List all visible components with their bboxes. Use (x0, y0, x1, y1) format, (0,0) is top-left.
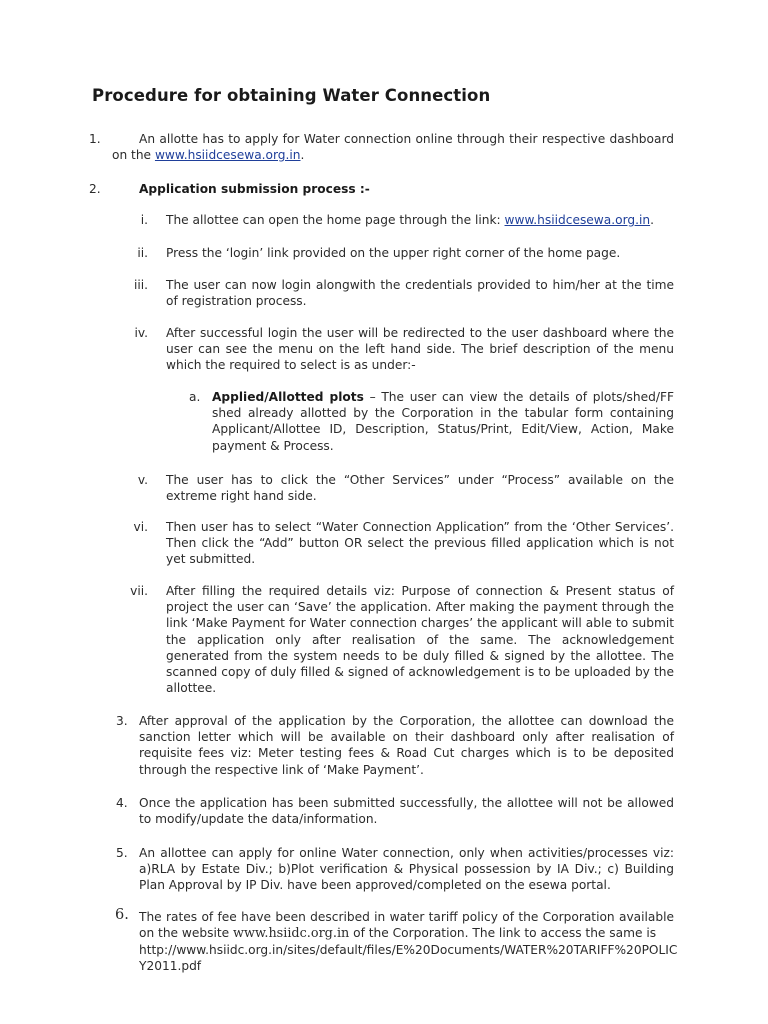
applied-allotted-plots-term: Applied/Allotted plots (212, 390, 364, 404)
subitem-vi-number: vi. (133, 520, 148, 534)
item-6-text (139, 909, 674, 942)
subitem-vii-text: After filling the required details viz: Purpose of connection & Present status of project the user can ‘Save’ the application. After making the payment through the link ‘Make Payment for Water connection charges’ the applicant will able to submit the application only after realisation of the same. The acknowledgement generated from the system needs to be duly filled & signed by the allottee. The scanned copy of duly filled & signed of acknowledgement is to be uploaded by the allottee. (166, 584, 674, 696)
item-4-text: Once the application has been submitted successfully, the allottee will not be allowed to modify/update the data/information. (139, 796, 674, 827)
home-page-link[interactable]: www.hsiidcesewa.org.in (504, 213, 651, 227)
subitem-iii-text: The user can now login alongwith the credentials provided to him/her at the time of registration process. (166, 278, 674, 309)
document-title: Procedure for obtaining Water Connection (92, 86, 491, 105)
application-submission-heading: Application submission process :- (139, 182, 370, 196)
subitem-i-text (166, 212, 674, 228)
item-3-number: 3. (116, 714, 128, 728)
item-6-text-pre: The rates of fee have been described in water tariff policy of the Corporation available on the website (139, 910, 674, 941)
item-1-text-post: . (300, 148, 305, 163)
item-2-number: 2. (89, 182, 101, 196)
subitem-v-text: The user has to click the “Other Services” under “Process” available on the extreme right hand side. (166, 473, 674, 504)
water-tariff-policy-url: http://www.hsiidc.org.in/sites/default/files/E%20Documents/WATER%20TARIFF%20POLICY2011.pdf (139, 943, 678, 974)
subitem-i-pre: The allottee can open the home page through the link: (166, 213, 505, 227)
item-6-text-post: of the Corporation. The link to access the same is (349, 926, 657, 941)
subitem-ii-text: Press the ‘login’ link provided on the upper right corner of the home page. (166, 246, 621, 260)
subitem-a-text (212, 389, 674, 454)
item-5-text: An allottee can apply for online Water connection, only when activities/processes viz: a)RLA by Estate Div.; b)Plot verification & Physical possession by IA Div.; c) Building Plan Approval by IP Div. have been approved/completed on the esewa portal. (139, 846, 674, 893)
subitem-v-number: v. (137, 473, 148, 487)
item-4-number: 4. (116, 796, 128, 810)
subitem-i-post: . (650, 213, 654, 227)
subitem-iv-text: After successful login the user will be redirected to the user dashboard where the user can see the menu on the left hand side. The brief description of the menu which the required to select is as under:- (166, 326, 674, 373)
subitem-a-description: – The user can view the details of plots/shed/FF shed already allotted by the Corporation in the tabular form containing Applicant/Allottee ID, Description, Status/Print, Edit/View, Action, Make payment & Process. (212, 390, 674, 453)
subitem-vii-number: vii. (130, 584, 148, 598)
item-3-text: After approval of the application by the Corporation, the allottee can download the sanction letter which will be available on their dashboard only after realisation of requisite fees viz: Meter testing fees & Road Cut charges which is to be deposited through the respective link of ‘Make Payment’. (139, 714, 674, 777)
hsiidc-website: www.hsiidc.org.in (233, 926, 350, 942)
item-1-text (112, 131, 674, 163)
item-1-number: 1. (89, 132, 101, 146)
esewa-link[interactable]: www.hsiidcesewa.org.in (154, 148, 301, 163)
subitem-iv-number: iv. (134, 326, 148, 340)
item-5-number: 5. (116, 846, 128, 860)
item-1-text-pre: An allotte has to apply for Water connection online through their respective dashboard on the (112, 132, 674, 163)
subitem-a-letter: a. (189, 390, 201, 404)
subitem-iii-number: iii. (133, 278, 148, 292)
subitem-i-number: i. (140, 213, 148, 227)
subitem-ii-number: ii. (137, 246, 148, 260)
subitem-vi-text: Then user has to select “Water Connection Application” from the ‘Other Services’. Then click the “Add” button OR select the previous filled application which is not yet submitted. (166, 520, 674, 567)
item-6-number: 6. (115, 907, 129, 923)
item-2-heading (139, 181, 674, 197)
